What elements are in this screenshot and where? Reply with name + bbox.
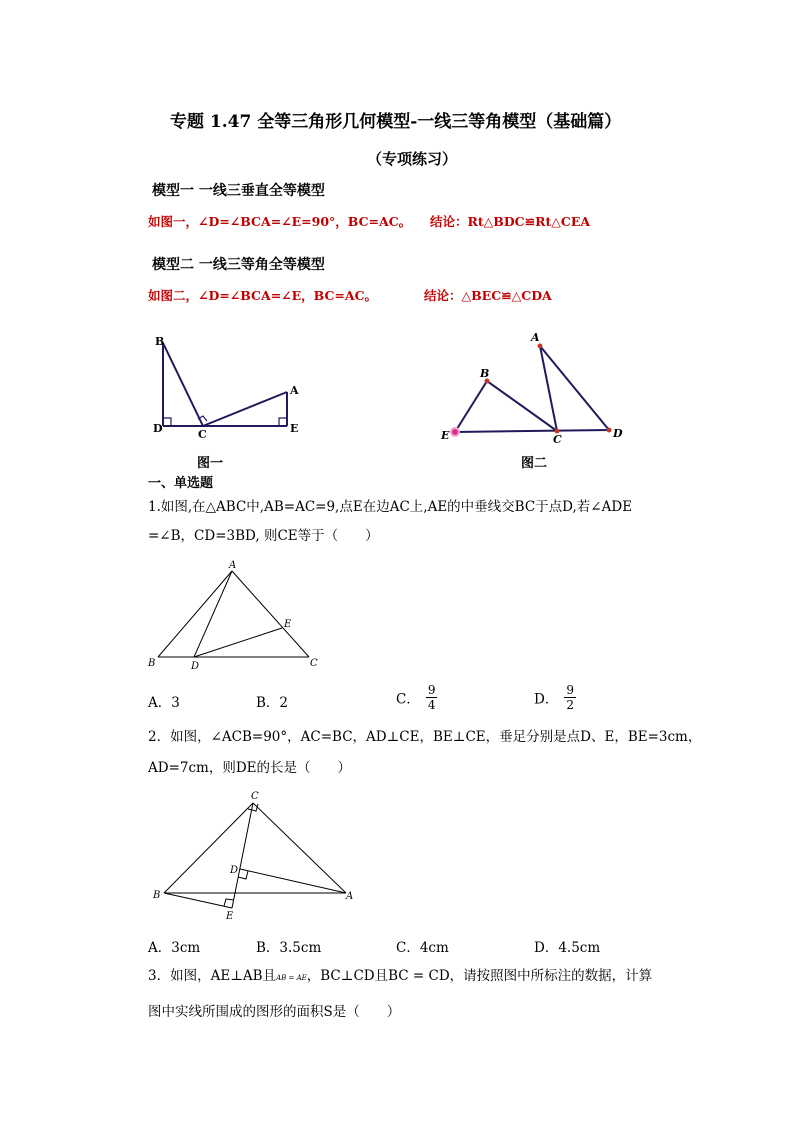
q2-option-c[interactable]: C．4cm <box>396 940 449 956</box>
fig1-label-d: D <box>153 422 163 435</box>
q1-label-a: A <box>229 560 237 571</box>
q1-label-d: D <box>191 661 200 672</box>
fig2-label-d: D <box>613 427 623 440</box>
section-title: 一、单选题 <box>148 476 214 491</box>
question-2-line-2: AD=7cm，则DE的长是（ ） <box>148 760 352 776</box>
question-3-line-2: 图中实线所围成的图形的面积S是（ ） <box>148 1004 401 1020</box>
fig1-label-e: E <box>290 422 299 435</box>
model-two-conclusion: 结论：△BEC≌△CDA <box>424 288 552 303</box>
fig2-label-b: B <box>480 367 490 380</box>
question-1-line-1: 1.如图,在△ABC中,AB=AC=9,点E在边AC上,AE的中垂线交BC于点D,若∠ADE <box>148 499 633 515</box>
q2-label-a: A <box>346 891 354 902</box>
fig1-label-b: B <box>155 335 165 348</box>
figure-one-caption: 图一 <box>197 456 224 471</box>
fig2-label-c: C <box>553 433 562 446</box>
q2-option-b[interactable]: B．3.5cm <box>256 940 322 956</box>
q1-option-c[interactable]: C． $\frac{9}{4}$ <box>396 683 436 712</box>
question-2-line-1: 2．如图，∠ACB=90°，AC=BC，AD⊥CE，BE⊥CE，垂足分别是点D、E，BE=3cm， <box>148 729 702 745</box>
question-3-line-1: 3．如图，AE⊥AB且AB = AE，BC⊥CD且BC = CD，请按照图中所标注的数据，计算 <box>148 968 653 984</box>
q1-option-d[interactable]: D． $\frac{9}{2}$ <box>534 683 574 712</box>
q2-label-b: B <box>153 890 161 901</box>
fig2-label-a: A <box>531 331 540 344</box>
q1-label-c: C <box>310 658 318 669</box>
q2-option-d[interactable]: D．4.5cm <box>534 940 601 956</box>
fig1-label-a: A <box>290 384 299 397</box>
question-1-line-2: =∠B，CD=3BD, 则CE等于（ ） <box>148 528 379 544</box>
q1-option-a[interactable]: A．3 <box>148 695 180 711</box>
model-one-condition: 如图一，∠D=∠BCA=∠E=90°，BC=AC。 <box>148 214 412 229</box>
q2-label-c: C <box>251 791 259 802</box>
q1-option-d-fraction: $\frac{9}{2}$ <box>566 683 574 712</box>
fig1-label-c: C <box>198 428 207 441</box>
fig2-label-e: E <box>441 429 450 442</box>
q2-label-e: E <box>226 911 234 922</box>
figure-two-caption: 图二 <box>521 456 548 471</box>
model-two-heading: 模型二 一线三等角全等模型 <box>152 257 325 273</box>
q1-label-e: E <box>284 619 292 630</box>
model-one-heading: 模型一 一线三垂直全等模型 <box>152 183 325 199</box>
q1-option-c-fraction: $\frac{9}{4}$ <box>427 683 436 712</box>
q2-option-a[interactable]: A．3cm <box>148 940 201 956</box>
page-subtitle: （专项练习） <box>367 150 458 168</box>
q1-label-b: B <box>148 658 156 669</box>
q1-option-b[interactable]: B．2 <box>256 695 289 711</box>
question-3-inline-small: AB = AE <box>276 974 307 982</box>
page-title: 专题 1.47 全等三角形几何模型-一线三等角模型（基础篇） <box>170 112 622 132</box>
q2-label-d: D <box>230 865 239 876</box>
model-two-condition: 如图二，∠D=∠BCA=∠E，BC=AC。 <box>148 288 378 303</box>
model-one-conclusion: 结论：Rt△BDC≌Rt△CEA <box>430 214 591 229</box>
